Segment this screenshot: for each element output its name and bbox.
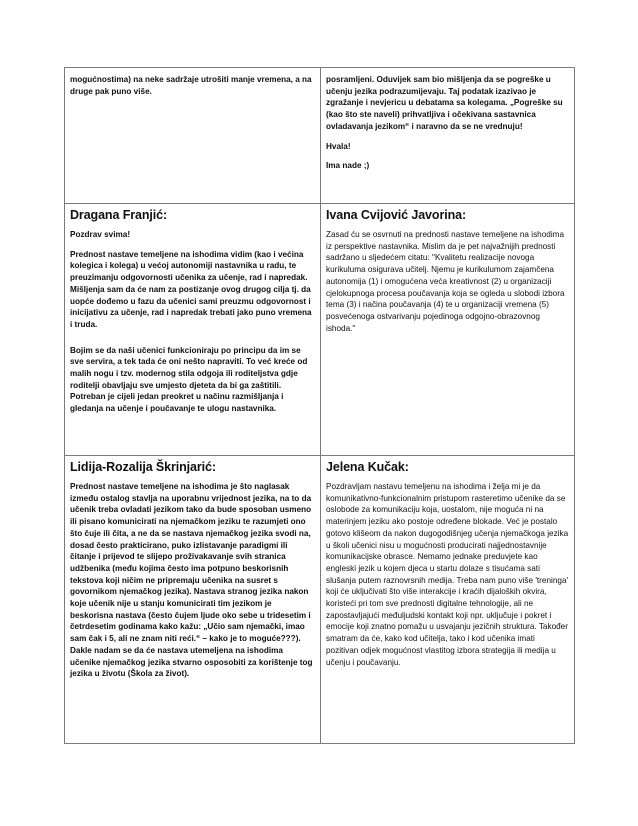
author-name: Jelena Kučak:: [326, 460, 409, 474]
comment-paragraph: Pozdrav svima!: [70, 230, 131, 239]
comment-cell: [65, 204, 321, 456]
comment-paragraph: mogućnostima) na neke sadržaje utrošiti manje vremena, a na druge pak puno više.: [70, 75, 312, 96]
comment-cell: [321, 204, 575, 456]
table-row: [65, 204, 575, 456]
comment-cell: [65, 456, 321, 744]
comments-table: [64, 67, 575, 744]
comment-paragraph: Prednost nastave temeljene na ishodima vidim (kao i većina kolegica i kolega) u većoj autonomiji nastavnika u radu, te preuzimanju odgovornosti učenika za učenje, rad i napredak. Mišljenja sam da će nam za postizanje ovog drugog cilja tj. da uopće dođemo u fazu da učenici sami preuzmu odgovornost i inicijativu za učenje, rad i napredak trebati jako puno vremena i truda.: [70, 249, 312, 329]
author-name: Lidija-Rozalija Škrinjarić:: [70, 460, 216, 474]
comment-paragraph: Prednost nastave temeljene na ishodima je što naglasak između ostalog stavlja na uporabnu vrijednost jezika, na to da učenik treba ovladati jezikom tako da bude sposoban usmeno ili pisano komunicirati na njemačkom jeziku te razumjeti ono što čuje ili čita, a ne da se nastava njemačkog jezika svodi na, dosad često prakticirano, puko izlistavanje paradigmi ili čitanje i prijevod te slijepo proživakavanje svih stranica udžbenika (među kojima često ima potpuno beskorisnih tekstova koji ničim ne pripremaju učenika na susret s govornikom njemačkog jezika). Nastava stranog jezika nakon koje učenik nije u stanju komunicirati tim jezikom je beskorisna nastava (često čujem ljude oko sebe u tridesetim i četrdesetim godinama kako kažu: „Učio sam njemački, imao sam čak i 5, ali ne znam niti reći.“ – kako je to moguće???). Dakle nadam se da će nastava utemeljena na ishodima učenike njemačkog jezika stvarno osposobiti za korištenje tog jezika u životu (Škola za život).: [70, 482, 313, 679]
document-page: [64, 67, 575, 744]
table-row: [65, 456, 575, 744]
comment-cell: [65, 68, 321, 204]
comment-cell: [321, 456, 575, 744]
comment-paragraph: Pozdravljam nastavu temeljenu na ishodima i želja mi je da komunikativno-funkcionalnim pristupom rasteretimo učenike da se oslobode za komunikaciju koja, uostalom, nije moguća ni na materinjem jeziku ako postoje određene blokade. Već je postalo gotovo klišeom da nakon dugogodišnjeg učenja njemačkoga jezika u školi učenici nisu u mogućnosti producirati najjednostavnije komunikacijske obrasce. Nemamo jednake preduvjete kao engleski jezik u kojem djeca u startu dolaze s tisućama sati slušanja putem raznovrsnih medija. Treba nam puno više 'treninga' koji će uključivati što više interakcije i kraćih dijaloških okvira, koristeći pri tom sve prednosti digitalne tehnologije, ali ne zapostavljajući međuljudski kontakt koji npr. uključuje i pokret i emocije koji znatno pomažu u usvajanju jezičnih struktura. Također smatram da će, kako kod učitelja, tako i kod učenika imati pozitivan odjek mogućnost vlastitog izbora strategija ili medija u učenju i poučavanju.: [326, 482, 569, 667]
comment-paragraph: posramljeni. Oduvijek sam bio mišljenja da se pogreške u učenju jezika podrazumijevaju. Taj podatak izazivao je zgražanje i nevjericu u debatama sa kolegama. „Pogreške su (kao što ste naveli) prihvatljiva i očekivana sastavnica ovladavanja jezikom“ i naravno da se ne vrednuju!: [326, 75, 563, 131]
author-name: Dragana Franjić:: [70, 208, 168, 222]
comment-paragraph: Hvala!: [326, 141, 351, 151]
author-name: Ivana Cvijović Javorina:: [326, 208, 467, 222]
comment-paragraph: Zasad ću se osvrnuti na prednosti nastave temeljene na ishodima iz perspektive nastavnika. Mislim da je pet najvažnijih prednosti sadržano u sljedećem citatu: "Kvalitetu realizacije novoga kurikuluma osigurava učitelj. Njemu je kurikulumom zajamčena autonomija (1) i omogućena veća kreativnost (2) u organizaciji cjelokupnoga procesa poučavanja koja se ogleda u slobodi izbora tema (3) i načina poučavanja (4) te u organizaciji vremena (5) posvećenoga ostvarivanju pojedinoga odgojno-obrazovnog ishoda.": [326, 230, 565, 333]
comment-cell: [321, 68, 575, 204]
comment-paragraph: Ima nade ;): [326, 161, 370, 171]
comment-paragraph: Bojim se da naši učenici funkcioniraju po principu da im se sve servira, a tek tada će oni nešto napraviti. To već kreće od malih nogu i tzv. modernog stila odgoja ili roditeljstva gdje roditelji obavljaju sve umjesto djeteta da bi ga zaštitili. Potreban je cijeli jedan preokret u načinu razmišljanja i gledanja na učenje i poučavanje te ulogu nastavnika.: [70, 345, 308, 414]
table-row: [65, 68, 575, 204]
